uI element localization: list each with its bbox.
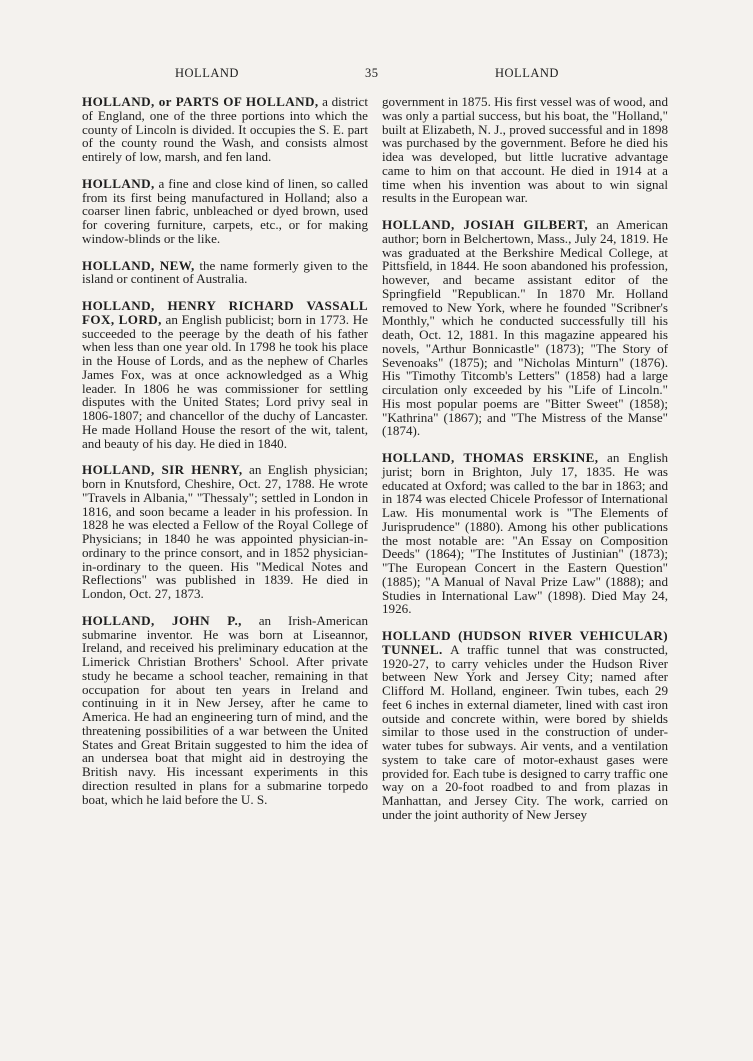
entry-holland-sir-henry: [82, 463, 368, 601]
page-number: 35: [365, 66, 379, 80]
entry-headword: HOLLAND, JOHN P.,: [82, 612, 242, 628]
entry-body: the name formerly given to the island or continent of Australia.: [82, 257, 368, 287]
entry-headword: HOLLAND,: [82, 175, 155, 191]
entry-holland-john-p: [82, 614, 368, 807]
entry-holland-lord: [82, 299, 368, 450]
entry-body: an English physician; born in Knutsford, Cheshire, Oct. 27, 1788. He wrote "Travels in Albania," "Thessaly"; settled in London in 1816, and soon became a leader in his profession. In 1828 he was elected a Fellow of the Royal College of Physicians; in 1840 he was appointed physician-in-ordinary to the prince consort, and in 1852 physician-in-ordinary to the queen. His "Medical Notes and Reflections" was published in 1839. He died in London, Oct. 27, 1873.: [82, 462, 368, 601]
entry-body: an English jurist; born in Brighton, July 17, 1835. He was educated at Oxford; was called to the bar in 1863; and in 1874 was elected Chicele Professor of International Law. His monumental work is "The Elements of Jurisprudence" (1880). Among his other publications the most notable are: "An Essay on Composition Deeds" (1864); "The Institutes of Justinian" (1873); "The European Concert in the Eastern Question" (1885); "A Manual of Naval Prize Law" (1888); and Studies in International Law" (1898). Died May 24, 1926.: [382, 450, 668, 617]
entry-headword: HOLLAND, or PARTS OF HOLLAND,: [82, 94, 319, 109]
entry-headword: HOLLAND, NEW,: [82, 257, 195, 273]
entry-body: a district of England, one of the three portions into which the county of Lincoln is divided. It occupies the S. E. part of the county round the Wash, and consists almost entirely of low, marsh, and fen land.: [82, 94, 368, 164]
entry-headword: HOLLAND, HENRY RICHARD VASSALL FOX, LORD,: [82, 298, 368, 327]
entry-body: a fine and close kind of linen, so called from its first being manufactured in Holland; also a coarser linen fabric, unbleached or dyed brown, used for covering furniture, carpets, etc., or for making window-blinds or the like.: [82, 175, 368, 246]
entry-holland-linen: [82, 177, 368, 246]
entry-headword: HOLLAND, SIR HENRY,: [82, 462, 243, 478]
entry-holland-tunnel: [382, 629, 668, 822]
column-right: [382, 95, 668, 835]
entry-headword: HOLLAND (HUDSON RIVER VEHICULAR) TUNNEL.: [382, 628, 668, 657]
running-head-right: HOLLAND: [495, 66, 559, 80]
entry-headword: HOLLAND, JOSIAH GILBERT,: [382, 217, 589, 232]
entry-holland-john-p-continued: [382, 95, 668, 205]
entry-body: an American author; born in Belchertown, Mass., July 24, 1819. He was graduated at the Berkshire Medical College, at Pittsfield, in 1844. He soon abandoned his profession, however, and became assistant editor of the Springfield "Republican." In 1870 Mr. Holland removed to New York, where he founded "Scribner's Monthly," which he conducted successfully till his death, Oct. 12, 1881. In this magazine appeared his novels, "Arthur Bonnicastle" (1873); "The Story of Sevenoaks" (1875); and "Nicholas Minturn" (1876). His "Timothy Titcomb's Letters" (1858) had a large circulation only exceeded by his "Life of Lincoln." His most popular poems are "Bitter Sweet" (1858); "Kathrina" (1867); and "The Mistress of the Manse" (1874).: [382, 217, 668, 439]
entry-holland-josiah-gilbert: [382, 218, 668, 438]
entry-body: government in 1875. His first vessel was of wood, and was only a partial success, but his boat, the "Holland," built at Elizabeth, N. J., proved successful and in 1898 was purchased by the government. Before he died his idea was developed, but little lucrative advantage came to him on that account. He died in 1914 at a time when his invention was about to win signal results in the European war.: [382, 94, 668, 206]
entry-body: an Irish-American submarine inventor. He was born at Liseannor, Ireland, and received his preliminary education at the Limerick Christian Brothers' School. After private study he became a school teacher, remaining in that occupation for about ten years in Ireland and continuing in it in New Jersey, after he came to America. He had an engineering turn of mind, and the threatening possibilities of a war between the United States and Great Britain suggested to him the idea of an undersea boat that might aid in destroying the British navy. His incessant experiments in this direction resulted in plans for a submarine torpedo boat, which he laid before the U. S.: [82, 612, 368, 807]
running-head-left: HOLLAND: [175, 66, 239, 80]
entry-holland-district: [82, 95, 368, 164]
entry-body: A traffic tunnel that was constructed, 1920-27, to carry vehicles under the Hudson River between New York and Jersey City; named after Clifford M. Holland, engineer. Twin tubes, each 29 feet 6 inches in external diameter, lined with cast iron outside and concrete within, were bored by shields similar to those used in the construction of under-water tubes for subways. Air vents, and a ventilation system to take care of motor-exhaust gases were provided for. Each tube is designed to carry traffic one way on a 20-foot roadbed to and from plazas in Manhattan, and Jersey City. The work, carried on under the joint authority of New Jersey: [382, 641, 668, 822]
entry-headword: HOLLAND, THOMAS ERSKINE,: [382, 450, 599, 465]
entry-holland-thomas-erskine: [382, 451, 668, 616]
column-left: [82, 95, 368, 819]
entry-body: an English publicist; born in 1773. He succeeded to the peerage by the death of his father when less than one year old. In 1798 he took his place in the House of Lords, and as the nephew of Charles James Fox, was at once acknowledged as a Whig leader. In 1806 he was commissioner for settling disputes with the United States; Lord privy seal in 1806-1807; and chancellor of the duchy of Lancaster. He made Holland House the resort of the wit, talent, and beauty of his day. He died in 1840.: [82, 311, 368, 451]
entry-holland-new: [82, 259, 368, 287]
